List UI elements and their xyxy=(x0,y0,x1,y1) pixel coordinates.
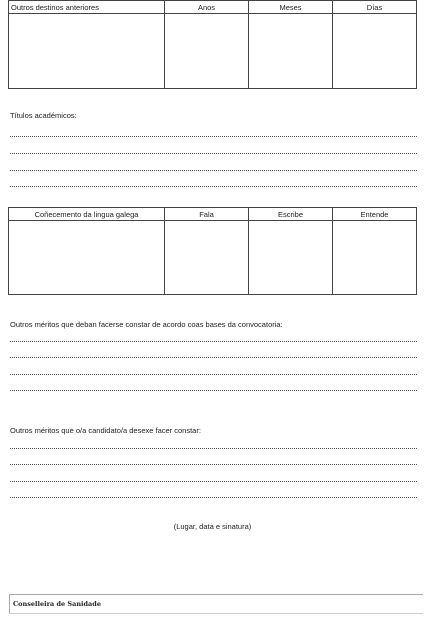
fill-line[interactable] xyxy=(10,448,417,449)
fill-line[interactable] xyxy=(10,153,417,154)
fill-line[interactable] xyxy=(10,464,417,465)
cell-days[interactable] xyxy=(333,14,417,89)
previous-destinations-table xyxy=(8,0,417,89)
cell-understands[interactable] xyxy=(333,221,417,295)
header-speaks: Fala xyxy=(165,208,249,221)
header-writes: Escribe xyxy=(249,208,333,221)
table-row xyxy=(9,14,417,89)
cell-years[interactable] xyxy=(165,14,249,89)
header-understands: Entende xyxy=(333,208,417,221)
fill-line[interactable] xyxy=(10,341,417,342)
cell-galician[interactable] xyxy=(9,221,165,295)
fill-line[interactable] xyxy=(10,170,417,171)
cell-months[interactable] xyxy=(249,14,333,89)
fill-line[interactable] xyxy=(10,357,417,358)
merits-candidate-label: Outros méritos que o/a candidato/a desexe facer constar: xyxy=(10,426,201,435)
header-years: Anos xyxy=(165,1,249,14)
galician-language-table xyxy=(8,207,417,295)
table-row xyxy=(9,221,417,295)
footer-box xyxy=(9,594,423,614)
table-header-row xyxy=(9,208,417,221)
fill-line[interactable] xyxy=(10,481,417,482)
header-other-destinations: Outros destinos anteriores xyxy=(9,1,165,14)
fill-line[interactable] xyxy=(10,136,417,137)
signature-label: (Lugar, data e sinatura) xyxy=(173,522,252,531)
fill-line[interactable] xyxy=(10,186,417,187)
header-days: Días xyxy=(333,1,417,14)
fill-line[interactable] xyxy=(10,497,417,498)
fill-line[interactable] xyxy=(10,374,417,375)
header-galician-knowledge: Coñecemento da lingua galega xyxy=(9,208,165,221)
academic-titles-label: Títulos académicos: xyxy=(10,111,77,120)
table-header-row xyxy=(9,1,417,14)
cell-destinations[interactable] xyxy=(9,14,165,89)
header-months: Meses xyxy=(249,1,333,14)
cell-speaks[interactable] xyxy=(165,221,249,295)
fill-line[interactable] xyxy=(10,390,417,391)
merits-call-label: Outros méritos que deban facerse constar de acordo coas bases da convocatoria: xyxy=(10,320,283,329)
cell-writes[interactable] xyxy=(249,221,333,295)
footer-label: Conselleira de Sanidade xyxy=(13,600,101,608)
